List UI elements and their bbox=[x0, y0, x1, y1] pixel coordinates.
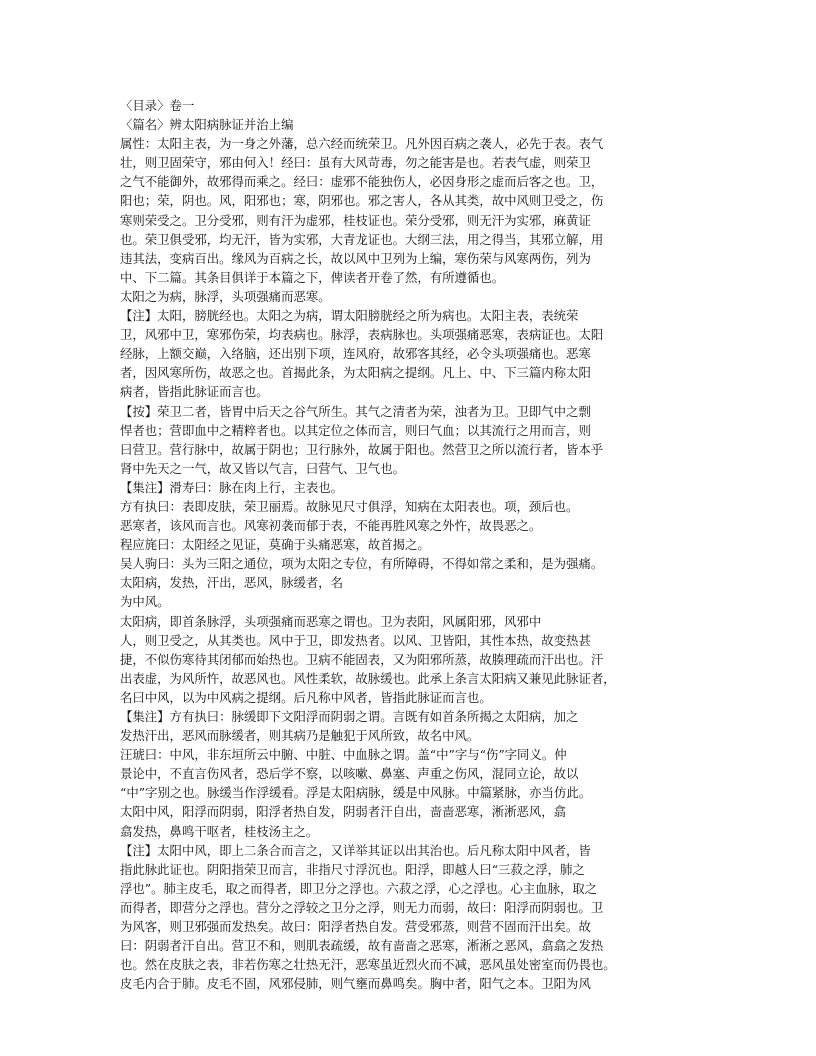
text-line: 卫，风邪中卫，寒邪伤荣，均表病也。脉浮，表病脉也。头项强痛恶寒，表病证也。太阳 bbox=[120, 327, 604, 343]
text-line: 属性：太阳主表，为一身之外藩，总六经而统荣卫。凡外因百病之袭人，必先于表。表气 bbox=[120, 136, 604, 152]
text-line: 病者，皆指此脉证而言也。 bbox=[120, 384, 269, 400]
text-line: 【集注】滑寿曰：脉在肉上行，主表也。 bbox=[120, 479, 344, 495]
text-line: 名曰中风，以为中风病之提纲。后凡称中风者，皆指此脉证而言也。 bbox=[120, 689, 492, 705]
text-line: 阳也；荣，阴也。风，阳邪也；寒，阴邪也。邪之害人，各从其类，故中风则卫受之，伤 bbox=[120, 193, 604, 209]
text-line: 寒则荣受之。卫分受邪，则有汗为虚邪，桂枝证也。荣分受邪，则无汗为实邪，麻黄证 bbox=[120, 212, 591, 228]
text-line: 〈篇名〉辨太阳病脉证并治上编 bbox=[120, 117, 294, 133]
text-line: 【注】太阳，膀胱经也。太阳之为病，谓太阳膀胱经之所为病也。太阳主表，表统荣 bbox=[120, 308, 579, 324]
text-line: 曰营卫。营行脉中，故属于阴也；卫行脉外，故属于阳也。然营卫之所以流行者，皆本乎 bbox=[120, 441, 604, 457]
text-line: 太阳病，发热，汗出，恶风，脉缓者，名 bbox=[120, 575, 344, 591]
text-line: 发热汗出，恶风而脉缓者，则其病乃是触犯于风所致，故名中风。 bbox=[120, 728, 480, 744]
text-line: 皮毛内合于肺。皮毛不固，风邪侵肺，则气壅而鼻鸣矣。胸中者，阳气之本。卫阳为风 bbox=[120, 976, 591, 992]
text-line: 而得者，即营分之浮也。营分之浮较之卫分之浮，则无力而弱，故曰：阳浮而阴弱也。卫 bbox=[120, 899, 604, 915]
text-line: 【按】荣卫二者，皆胃中后天之谷气所生。其气之清者为荣，浊者为卫。卫即气中之剽 bbox=[120, 403, 591, 419]
text-line: 汪琥曰：中风，非东垣所云中腑、中脏、中血脉之谓。盖“中”字与“伤”字同义。仲 bbox=[120, 747, 567, 763]
text-line: 肾中先天之一气，故又皆以气言，曰营气、卫气也。 bbox=[120, 460, 405, 476]
text-line: 出表虚，为风所忤，故恶风也。风性柔软，故脉缓也。此承上条言太阳病又兼见此脉证者， bbox=[120, 670, 616, 686]
text-line: 人，则卫受之，从其类也。风中于卫，即发热者。以风、卫皆阳，其性本热，故变热甚 bbox=[120, 632, 591, 648]
text-line: “中”字别之也。脉缓当作浮缓看。浮是太阳病脉，缓是中风脉。中篇紧脉，亦当仿此。 bbox=[120, 785, 592, 801]
text-line: 【集注】方有执曰：脉缓即下文阳浮而阴弱之谓。言既有如首条所揭之太阳病，加之 bbox=[120, 709, 579, 724]
text-line: 浮也”。肺主皮毛，取之而得者，即卫分之浮也。六菽之浮，心之浮也。心主血脉，取之 bbox=[120, 880, 598, 896]
document-page bbox=[120, 96, 680, 993]
text-line: 指此脉此证也。阴阳指荣卫而言，非指尺寸浮沉也。阳浮，即越人曰“三菽之浮，肺之 bbox=[120, 861, 585, 877]
text-line: 程应旄曰：太阳经之见证，莫确于头痛恶寒，故首揭之。 bbox=[120, 537, 430, 553]
text-line: 太阳之为病，脉浮，头项强痛而恶寒。 bbox=[120, 288, 331, 304]
text-line: 中、下二篇。其条目俱详于本篇之下，俾读者开卷了然，有所遵循也。 bbox=[120, 269, 505, 285]
text-line: 之气不能御外，故邪得而乘之。经曰：虚邪不能独伤人，必因身形之虚而后客之也。卫， bbox=[120, 174, 604, 190]
text-line: 吴人驹曰：头为三阳之通位，项为太阳之专位，有所障碍，不得如常之柔和，是为强痛。 bbox=[120, 556, 604, 572]
text-line: 者，因风寒所伤，故恶之也。首揭此条，为太阳病之提纲。凡上、中、下三篇内称太阳 bbox=[120, 365, 591, 381]
text-line: 壮，则卫固荣守，邪由何入！经曰：虽有大风苛毒，勿之能害是也。若表气虚，则荣卫 bbox=[120, 155, 591, 171]
text-line: 【注】太阳中风，即上二条合而言之，又详举其证以出其治也。后凡称太阳中风者，皆 bbox=[120, 842, 591, 858]
text-line: 太阳病，即首条脉浮，头项强痛而恶寒之谓也。卫为表阳，风属阳邪，风邪中 bbox=[120, 613, 542, 629]
text-line: 太阳中风，阳浮而阴弱，阳浮者热自发，阴弱者汗自出，啬啬恶寒，淅淅恶风，翕 bbox=[120, 804, 567, 820]
text-line: 〈目录〉卷一 bbox=[120, 98, 195, 113]
text-line: 悍者也；营即血中之精粹者也。以其定位之体而言，则曰气血；以其流行之用而言，则 bbox=[120, 422, 591, 438]
text-line: 违其法，变病百出。缘风为百病之长，故以风中卫列为上编，寒伤荣与风寒两伤，列为 bbox=[120, 250, 591, 266]
text-line: 恶寒者，该风而言也。风寒初袭而郁于表，不能再胜风寒之外忤，故畏恶之。 bbox=[120, 518, 542, 534]
text-line: 为风客，则卫邪强而发热矣。故曰：阳浮者热自发。营受邪蒸，则营不固而汗出矣。故 bbox=[120, 919, 591, 935]
text-line: 经脉，上额交巅，入络脑，还出别下项，连风府，故邪客其经，必令头项强痛也。恶寒 bbox=[120, 346, 591, 362]
text-line: 景论中，不直言伤风者，恐后学不察，以咳嗽、鼻塞、声重之伤风，混同立论，故以 bbox=[120, 766, 579, 782]
text-line: 曰：阴弱者汗自出。营卫不和，则肌表疏缓，故有啬啬之恶寒，淅淅之恶风，翕翕之发热 bbox=[120, 938, 604, 954]
text-line: 翕发热，鼻鸣干呕者，桂枝汤主之。 bbox=[120, 823, 319, 839]
text-line: 也。然在皮肤之表，非若伤寒之壮热无汗，恶寒虽近烈火而不减，恶风虽处密室而仍畏也。 bbox=[120, 957, 616, 973]
text-line: 方有执曰：表即皮肤，荣卫丽焉。故脉见尺寸俱浮，知病在太阳表也。项，颈后也。 bbox=[120, 498, 579, 514]
text-line: 为中风。 bbox=[120, 594, 170, 610]
text-line: 捷，不似伤寒待其闭郁而始热也。卫病不能固表，又为阳邪所蒸，故腠理疏而汗出也。汗 bbox=[120, 651, 604, 667]
text-line: 也。荣卫俱受邪，均无汗，皆为实邪，大青龙证也。大纲三法，用之得当，其邪立解，用 bbox=[120, 231, 604, 247]
